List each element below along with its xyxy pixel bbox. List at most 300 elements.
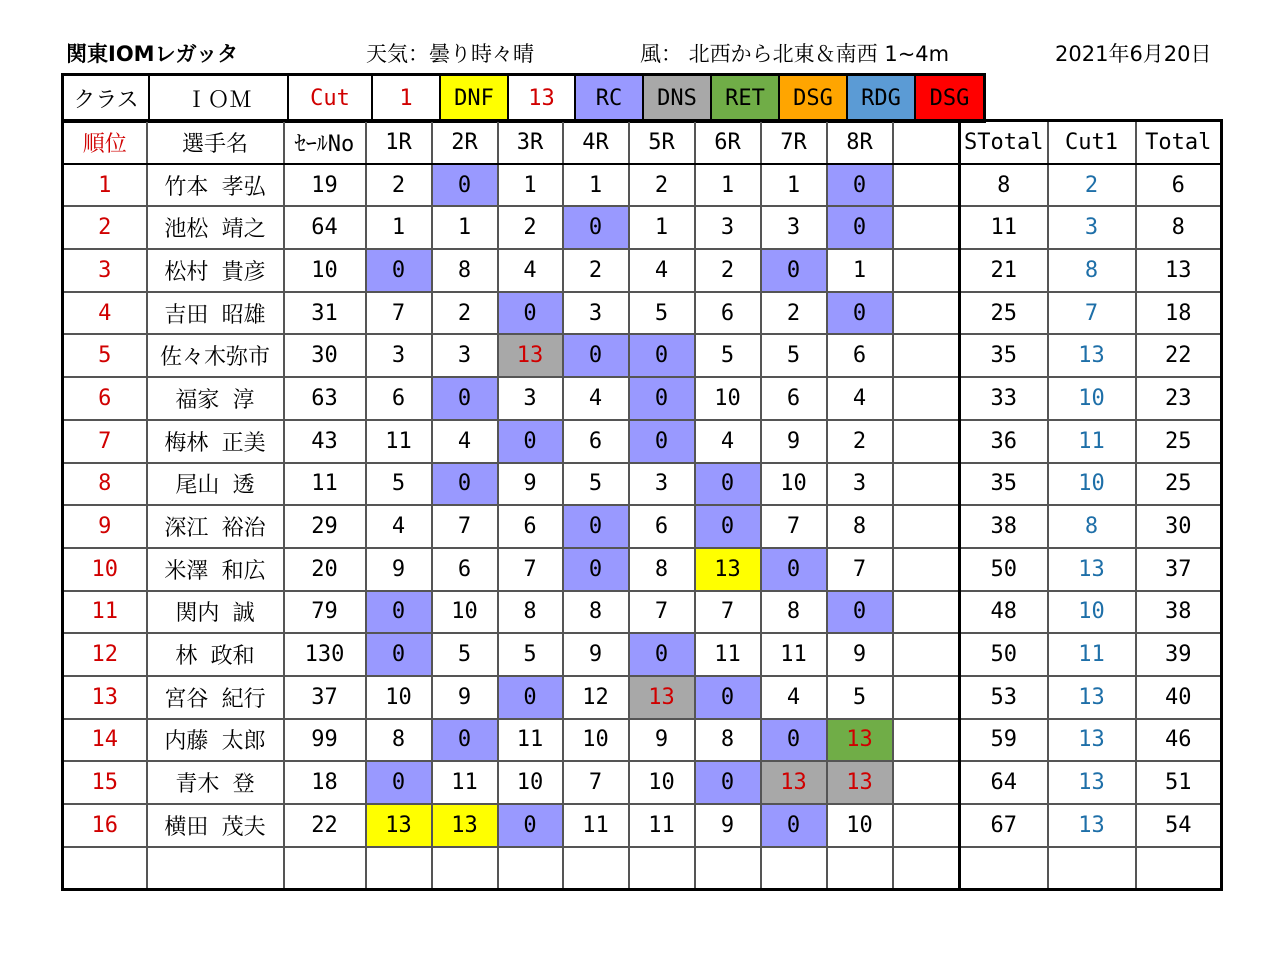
race-score-cell: 0 — [695, 761, 761, 804]
race-score-cell: 2 — [761, 292, 827, 335]
empty-cell — [284, 847, 366, 890]
legend-cell: 13 — [508, 75, 575, 122]
race-score-cell: 1 — [366, 206, 432, 249]
empty-cell — [960, 847, 1048, 890]
race-score-cell: 3 — [827, 463, 893, 506]
race-score-cell: 0 — [761, 804, 827, 847]
result-row — [63, 505, 1222, 548]
result-row — [63, 591, 1222, 634]
skipper-name: 佐々木弥市 — [147, 334, 284, 377]
rank-cell: 15 — [63, 761, 147, 804]
race-score-cell: 5 — [761, 334, 827, 377]
race-score-cell: 6 — [761, 377, 827, 420]
race-score-cell: 1 — [827, 249, 893, 292]
spacer-cell — [893, 548, 960, 591]
race-score-cell: 0 — [827, 591, 893, 634]
race-score-cell: 5 — [563, 463, 629, 506]
race-score-cell: 10 — [366, 676, 432, 719]
race-score-cell: 0 — [498, 420, 563, 463]
race-score-cell: 8 — [432, 249, 498, 292]
race-score-cell: 3 — [629, 463, 695, 506]
total-cell: 46 — [1136, 719, 1222, 762]
spacer-cell — [893, 206, 960, 249]
race-score-cell: 4 — [498, 249, 563, 292]
cut-cell: 8 — [1048, 249, 1136, 292]
column-header: ｾｰﾙNo — [284, 121, 366, 164]
race-score-cell: 13 — [695, 548, 761, 591]
wind-info: 風： 北西から北東＆南西 1~4m — [640, 42, 950, 66]
stotal-cell: 36 — [960, 420, 1048, 463]
cut-cell: 11 — [1048, 633, 1136, 676]
total-cell: 39 — [1136, 633, 1222, 676]
sail-number: 43 — [284, 420, 366, 463]
race-score-cell: 10 — [629, 761, 695, 804]
empty-cell — [366, 847, 432, 890]
column-header: 6R — [695, 121, 761, 164]
result-row — [63, 292, 1222, 335]
race-score-cell: 2 — [827, 420, 893, 463]
empty-cell — [761, 847, 827, 890]
result-row — [63, 548, 1222, 591]
rank-cell: 7 — [63, 420, 147, 463]
rank-cell: 14 — [63, 719, 147, 762]
race-score-cell: 7 — [695, 591, 761, 634]
cut-cell: 2 — [1048, 164, 1136, 207]
race-score-cell: 6 — [629, 505, 695, 548]
column-header: 3R — [498, 121, 563, 164]
race-score-cell: 5 — [366, 463, 432, 506]
total-cell: 40 — [1136, 676, 1222, 719]
empty-cell — [147, 847, 284, 890]
race-score-cell: 8 — [498, 591, 563, 634]
race-score-cell: 3 — [432, 334, 498, 377]
column-header-row — [63, 121, 1222, 164]
sail-number: 10 — [284, 249, 366, 292]
total-cell: 22 — [1136, 334, 1222, 377]
empty-cell — [563, 847, 629, 890]
legend-table — [61, 73, 986, 123]
skipper-name: 深江 裕治 — [147, 505, 284, 548]
skipper-name: 竹本 孝弘 — [147, 164, 284, 207]
race-score-cell: 10 — [761, 463, 827, 506]
race-score-cell: 0 — [366, 591, 432, 634]
race-score-cell: 0 — [498, 804, 563, 847]
race-score-cell: 10 — [695, 377, 761, 420]
race-score-cell: 7 — [761, 505, 827, 548]
spacer-cell — [893, 292, 960, 335]
race-score-cell: 8 — [629, 548, 695, 591]
race-score-cell: 9 — [629, 719, 695, 762]
sail-number: 63 — [284, 377, 366, 420]
column-header: Total — [1136, 121, 1222, 164]
empty-cell — [63, 847, 147, 890]
spacer-cell — [893, 420, 960, 463]
spacer-cell — [893, 249, 960, 292]
total-cell: 38 — [1136, 591, 1222, 634]
cut-cell: 13 — [1048, 761, 1136, 804]
page-title: 関東IOMレガッタ — [66, 42, 239, 66]
race-score-cell: 9 — [761, 420, 827, 463]
race-score-cell: 9 — [695, 804, 761, 847]
race-score-cell: 4 — [563, 377, 629, 420]
total-cell: 23 — [1136, 377, 1222, 420]
sail-number: 130 — [284, 633, 366, 676]
legend-row — [63, 75, 985, 122]
race-score-cell: 8 — [366, 719, 432, 762]
race-score-cell: 7 — [827, 548, 893, 591]
cut-cell: 11 — [1048, 420, 1136, 463]
rank-cell: 12 — [63, 633, 147, 676]
total-cell: 37 — [1136, 548, 1222, 591]
total-cell: 54 — [1136, 804, 1222, 847]
empty-row — [63, 847, 1222, 890]
cut-cell: 10 — [1048, 591, 1136, 634]
race-score-cell: 0 — [827, 292, 893, 335]
race-score-cell: 0 — [761, 548, 827, 591]
result-row — [63, 719, 1222, 762]
total-cell: 30 — [1136, 505, 1222, 548]
empty-cell — [629, 847, 695, 890]
legend-cell: RET — [711, 75, 779, 122]
stotal-cell: 50 — [960, 633, 1048, 676]
race-score-cell: 11 — [629, 804, 695, 847]
race-score-cell: 9 — [563, 633, 629, 676]
race-score-cell: 0 — [695, 505, 761, 548]
race-score-cell: 2 — [498, 206, 563, 249]
sail-number: 29 — [284, 505, 366, 548]
race-score-cell: 0 — [761, 719, 827, 762]
race-score-cell: 10 — [498, 761, 563, 804]
race-score-cell: 10 — [432, 591, 498, 634]
column-header: 2R — [432, 121, 498, 164]
skipper-name: 尾山 透 — [147, 463, 284, 506]
race-score-cell: 11 — [432, 761, 498, 804]
stotal-cell: 21 — [960, 249, 1048, 292]
race-score-cell: 8 — [761, 591, 827, 634]
cut-cell: 13 — [1048, 548, 1136, 591]
total-cell: 18 — [1136, 292, 1222, 335]
column-header: 8R — [827, 121, 893, 164]
race-score-cell: 9 — [432, 676, 498, 719]
cut-cell: 8 — [1048, 505, 1136, 548]
result-row — [63, 676, 1222, 719]
sail-number: 31 — [284, 292, 366, 335]
race-score-cell: 3 — [366, 334, 432, 377]
rank-cell: 13 — [63, 676, 147, 719]
race-score-cell: 8 — [827, 505, 893, 548]
empty-cell — [1048, 847, 1136, 890]
total-cell: 51 — [1136, 761, 1222, 804]
cut-cell: 10 — [1048, 463, 1136, 506]
stotal-cell: 59 — [960, 719, 1048, 762]
race-score-cell: 13 — [827, 761, 893, 804]
result-row — [63, 206, 1222, 249]
race-score-cell: 5 — [827, 676, 893, 719]
column-header: 4R — [563, 121, 629, 164]
race-score-cell: 1 — [432, 206, 498, 249]
race-score-cell: 10 — [827, 804, 893, 847]
skipper-name: 吉田 昭雄 — [147, 292, 284, 335]
result-row — [63, 761, 1222, 804]
race-score-cell: 6 — [695, 292, 761, 335]
legend-cell: DSG — [915, 75, 985, 122]
race-score-cell: 3 — [695, 206, 761, 249]
rank-cell: 8 — [63, 463, 147, 506]
legend-cell: DNS — [643, 75, 711, 122]
spacer-cell — [893, 633, 960, 676]
race-score-cell: 3 — [761, 206, 827, 249]
race-score-cell: 0 — [695, 463, 761, 506]
race-score-cell: 0 — [827, 206, 893, 249]
race-score-cell: 12 — [563, 676, 629, 719]
race-score-cell: 0 — [366, 761, 432, 804]
result-row — [63, 633, 1222, 676]
rank-cell: 2 — [63, 206, 147, 249]
race-score-cell: 4 — [366, 505, 432, 548]
spacer-cell — [893, 719, 960, 762]
cut-cell: 10 — [1048, 377, 1136, 420]
race-score-cell: 5 — [498, 633, 563, 676]
sail-number: 64 — [284, 206, 366, 249]
race-score-cell: 7 — [366, 292, 432, 335]
empty-cell — [432, 847, 498, 890]
race-score-cell: 4 — [827, 377, 893, 420]
weather-info: 天気：曇り時々晴 — [366, 42, 534, 66]
column-header: 5R — [629, 121, 695, 164]
event-date: 2021年6月20日 — [1055, 42, 1212, 66]
stotal-cell: 8 — [960, 164, 1048, 207]
spacer-cell — [893, 505, 960, 548]
race-score-cell: 3 — [563, 292, 629, 335]
race-score-cell: 10 — [563, 719, 629, 762]
race-score-cell: 0 — [563, 548, 629, 591]
race-score-cell: 0 — [432, 164, 498, 207]
race-score-cell: 4 — [629, 249, 695, 292]
race-score-cell: 1 — [629, 206, 695, 249]
race-score-cell: 9 — [366, 548, 432, 591]
race-score-cell: 13 — [629, 676, 695, 719]
spacer-cell — [893, 463, 960, 506]
column-header: STotal — [960, 121, 1048, 164]
legend-cell: ＩＯＭ — [149, 75, 288, 122]
result-row — [63, 463, 1222, 506]
race-score-cell: 0 — [563, 206, 629, 249]
result-row — [63, 420, 1222, 463]
race-score-cell: 5 — [432, 633, 498, 676]
result-row — [63, 164, 1222, 207]
spacer-cell — [893, 676, 960, 719]
sail-number: 19 — [284, 164, 366, 207]
race-score-cell: 9 — [498, 463, 563, 506]
race-score-cell: 9 — [827, 633, 893, 676]
sail-number: 30 — [284, 334, 366, 377]
race-score-cell: 7 — [563, 761, 629, 804]
spacer-cell — [893, 334, 960, 377]
cut-cell: 13 — [1048, 676, 1136, 719]
cut-cell: 13 — [1048, 334, 1136, 377]
race-score-cell: 1 — [563, 164, 629, 207]
race-score-cell: 3 — [498, 377, 563, 420]
results-body — [63, 121, 1222, 890]
total-cell: 8 — [1136, 206, 1222, 249]
rank-cell: 16 — [63, 804, 147, 847]
stotal-cell: 50 — [960, 548, 1048, 591]
legend-cell: 1 — [372, 75, 440, 122]
column-header — [893, 121, 960, 164]
sail-number: 11 — [284, 463, 366, 506]
rank-cell: 10 — [63, 548, 147, 591]
spacer-cell — [893, 804, 960, 847]
race-score-cell: 0 — [827, 164, 893, 207]
race-score-cell: 0 — [629, 334, 695, 377]
result-row — [63, 334, 1222, 377]
race-score-cell: 0 — [432, 377, 498, 420]
total-cell: 25 — [1136, 463, 1222, 506]
skipper-name: 青木 登 — [147, 761, 284, 804]
race-score-cell: 13 — [432, 804, 498, 847]
race-score-cell: 13 — [366, 804, 432, 847]
spacer-cell — [893, 761, 960, 804]
cut-cell: 7 — [1048, 292, 1136, 335]
race-score-cell: 1 — [695, 164, 761, 207]
result-row — [63, 249, 1222, 292]
stotal-cell: 11 — [960, 206, 1048, 249]
rank-cell: 9 — [63, 505, 147, 548]
race-score-cell: 5 — [629, 292, 695, 335]
race-score-cell: 0 — [498, 292, 563, 335]
spacer-cell — [893, 377, 960, 420]
race-score-cell: 2 — [695, 249, 761, 292]
cut-cell: 13 — [1048, 719, 1136, 762]
race-score-cell: 8 — [563, 591, 629, 634]
race-score-cell: 13 — [761, 761, 827, 804]
empty-cell — [695, 847, 761, 890]
column-header: 1R — [366, 121, 432, 164]
race-score-cell: 0 — [629, 377, 695, 420]
race-score-cell: 13 — [827, 719, 893, 762]
rank-cell: 1 — [63, 164, 147, 207]
rank-cell: 4 — [63, 292, 147, 335]
results-table — [61, 119, 1223, 891]
sail-number: 22 — [284, 804, 366, 847]
legend-cell: Cut — [288, 75, 372, 122]
race-score-cell: 11 — [761, 633, 827, 676]
skipper-name: 内藤 太郎 — [147, 719, 284, 762]
stotal-cell: 38 — [960, 505, 1048, 548]
stotal-cell: 64 — [960, 761, 1048, 804]
race-score-cell: 11 — [366, 420, 432, 463]
race-score-cell: 2 — [366, 164, 432, 207]
result-row — [63, 804, 1222, 847]
race-score-cell: 0 — [761, 249, 827, 292]
column-header: 7R — [761, 121, 827, 164]
race-score-cell: 1 — [498, 164, 563, 207]
empty-cell — [1136, 847, 1222, 890]
rank-cell: 11 — [63, 591, 147, 634]
total-cell: 25 — [1136, 420, 1222, 463]
race-score-cell: 11 — [695, 633, 761, 676]
skipper-name: 松村 貴彦 — [147, 249, 284, 292]
race-score-cell: 7 — [432, 505, 498, 548]
legend-cell: DSG — [779, 75, 847, 122]
empty-cell — [498, 847, 563, 890]
race-score-cell: 0 — [498, 676, 563, 719]
sail-number: 79 — [284, 591, 366, 634]
empty-cell — [827, 847, 893, 890]
skipper-name: 林 政和 — [147, 633, 284, 676]
rank-cell: 5 — [63, 334, 147, 377]
result-row — [63, 377, 1222, 420]
race-score-cell: 6 — [563, 420, 629, 463]
race-score-cell: 0 — [629, 420, 695, 463]
stotal-cell: 67 — [960, 804, 1048, 847]
race-score-cell: 0 — [695, 676, 761, 719]
skipper-name: 池松 靖之 — [147, 206, 284, 249]
race-score-cell: 5 — [695, 334, 761, 377]
race-score-cell: 6 — [432, 548, 498, 591]
stotal-cell: 33 — [960, 377, 1048, 420]
race-score-cell: 2 — [432, 292, 498, 335]
race-score-cell: 6 — [498, 505, 563, 548]
legend-cell: クラス — [63, 75, 150, 122]
race-score-cell: 4 — [432, 420, 498, 463]
sail-number: 20 — [284, 548, 366, 591]
column-header: 選手名 — [147, 121, 284, 164]
column-header: Cut1 — [1048, 121, 1136, 164]
sail-number: 18 — [284, 761, 366, 804]
column-header: 順位 — [63, 121, 147, 164]
race-score-cell: 4 — [761, 676, 827, 719]
stotal-cell: 35 — [960, 334, 1048, 377]
skipper-name: 関内 誠 — [147, 591, 284, 634]
race-score-cell: 0 — [432, 719, 498, 762]
sail-number: 99 — [284, 719, 366, 762]
race-score-cell: 7 — [629, 591, 695, 634]
spacer-cell — [893, 164, 960, 207]
race-score-cell: 0 — [432, 463, 498, 506]
legend-cell: RDG — [847, 75, 915, 122]
sail-number: 37 — [284, 676, 366, 719]
cut-cell: 13 — [1048, 804, 1136, 847]
race-score-cell: 0 — [366, 249, 432, 292]
legend-cell: RC — [575, 75, 643, 122]
empty-cell — [893, 847, 960, 890]
rank-cell: 3 — [63, 249, 147, 292]
skipper-name: 福家 淳 — [147, 377, 284, 420]
race-score-cell: 6 — [827, 334, 893, 377]
race-score-cell: 4 — [695, 420, 761, 463]
race-score-cell: 8 — [695, 719, 761, 762]
race-score-cell: 0 — [629, 633, 695, 676]
skipper-name: 米澤 和広 — [147, 548, 284, 591]
total-cell: 6 — [1136, 164, 1222, 207]
race-score-cell: 11 — [563, 804, 629, 847]
race-score-cell: 13 — [498, 334, 563, 377]
race-score-cell: 6 — [366, 377, 432, 420]
cut-cell: 3 — [1048, 206, 1136, 249]
stotal-cell: 48 — [960, 591, 1048, 634]
skipper-name: 梅林 正美 — [147, 420, 284, 463]
total-cell: 13 — [1136, 249, 1222, 292]
rank-cell: 6 — [63, 377, 147, 420]
race-score-cell: 11 — [498, 719, 563, 762]
race-score-cell: 0 — [563, 505, 629, 548]
race-score-cell: 1 — [761, 164, 827, 207]
race-score-cell: 7 — [498, 548, 563, 591]
stotal-cell: 35 — [960, 463, 1048, 506]
skipper-name: 宮谷 紀行 — [147, 676, 284, 719]
stotal-cell: 25 — [960, 292, 1048, 335]
